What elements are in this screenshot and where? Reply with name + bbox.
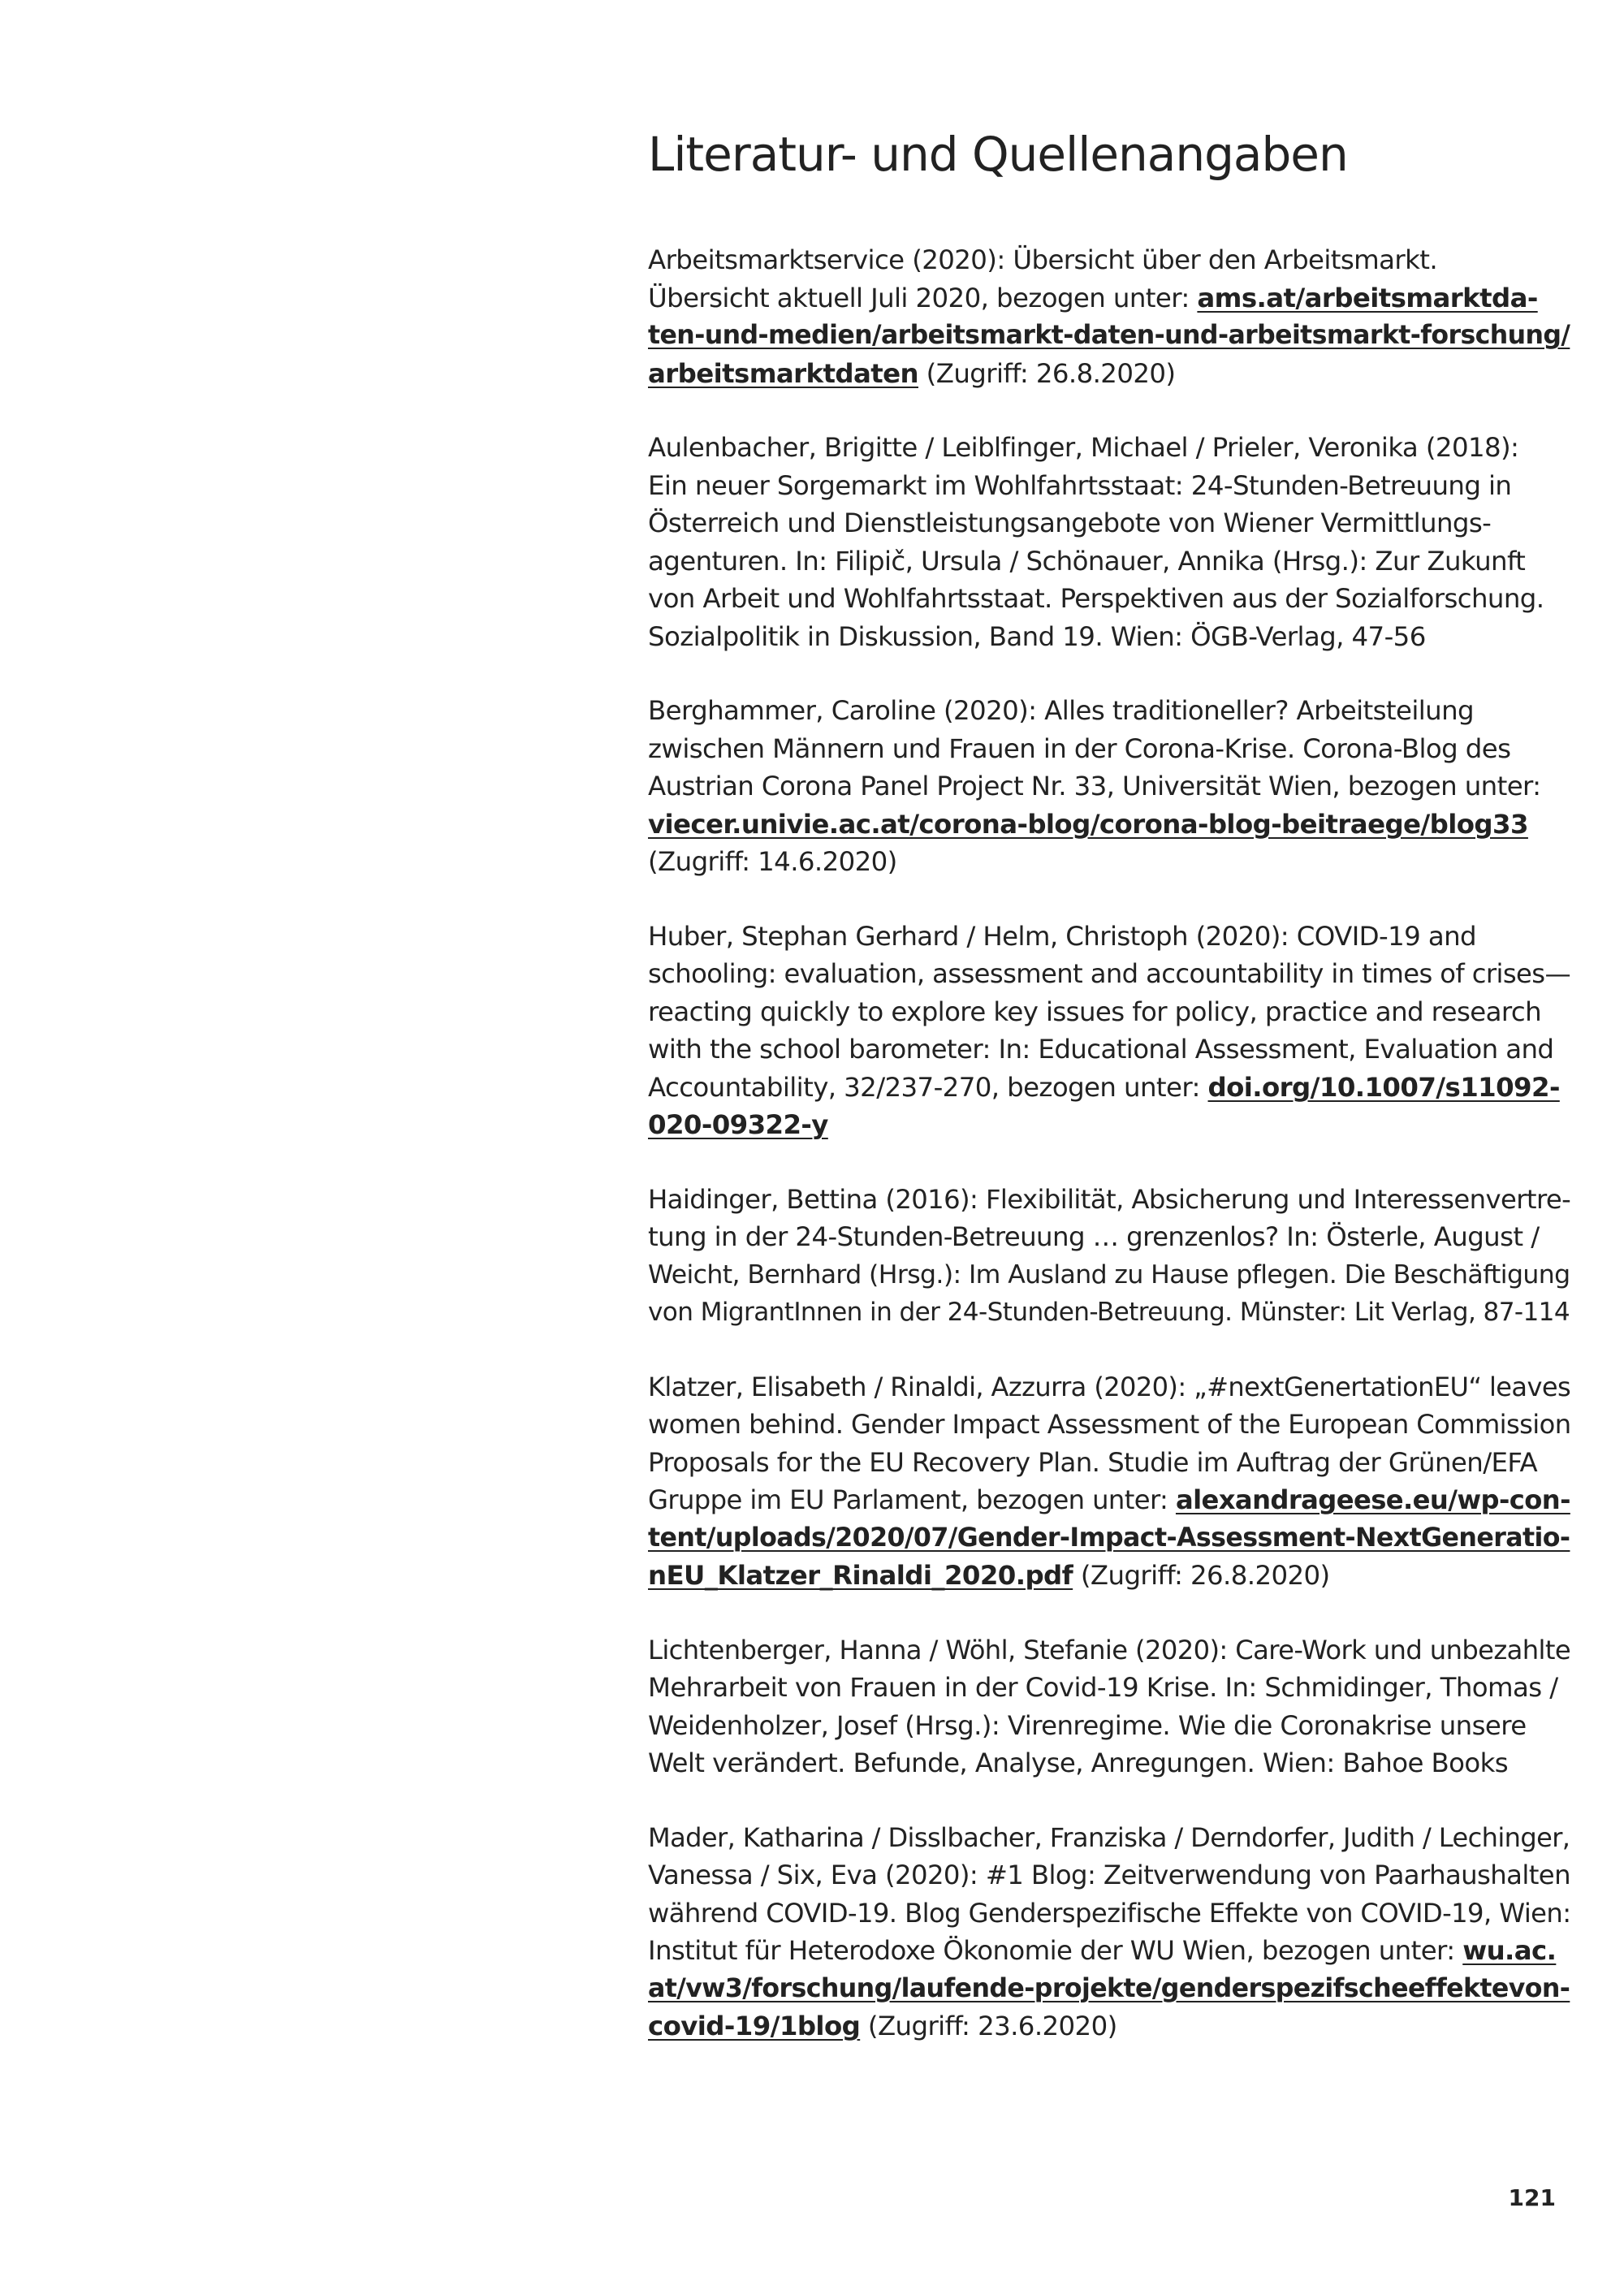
reference-text: Welt verändert. Befunde, Analyse, Anregungen. Wien: Bahoe Books — [648, 1747, 1509, 1778]
reference-line — [648, 1744, 1574, 1782]
reference-text: von Arbeit und Wohlfahrtsstaat. Perspektiven aus der Sozialforschung. — [648, 583, 1544, 614]
reference-text: women behind. Gender Impact Assessment of the European Commission — [648, 1409, 1571, 1440]
reference-line — [648, 1631, 1574, 1670]
reference-entry — [648, 241, 1574, 392]
reference-text: (Zugriff: 14.6.2020) — [648, 846, 897, 877]
reference-link[interactable]: ten-und-medien/arbeitsmarkt-daten-und-arbeitsmarkt-forschung/ — [648, 321, 1570, 350]
reference-access-date: (Zugriff: 26.8.2020) — [918, 357, 1176, 389]
reference-text: Berghammer, Caroline (2020): Alles traditioneller? Arbeitsteilung — [648, 695, 1475, 726]
reference-line — [648, 1181, 1574, 1219]
reference-entry — [648, 918, 1574, 1144]
reference-line — [648, 467, 1574, 505]
reference-line — [648, 918, 1574, 956]
reference-line — [648, 1218, 1574, 1256]
reference-line — [648, 1669, 1574, 1707]
reference-link[interactable]: at/vw3/forschung/laufende-projekte/genderspezifscheeffektevon- — [648, 1973, 1570, 2003]
reference-line — [648, 1069, 1574, 1107]
reference-line — [648, 504, 1574, 542]
reference-text: von MigrantInnen in der 24-Stunden-Betreuung. Münster: Lit Verlag, 87-114 — [648, 1298, 1570, 1327]
reference-link[interactable]: viecer.univie.ac.at/corona-blog/corona-blog-beitraege/blog33 — [648, 808, 1528, 840]
reference-text: Gruppe im EU Parlament, bezogen unter: — [648, 1484, 1176, 1515]
reference-entry — [648, 1631, 1574, 1782]
reference-text: Institut für Heterodoxe Ökonomie der WU Wien, bezogen unter: — [648, 1935, 1463, 1966]
reference-text: Ein neuer Sorgemarkt im Wohlfahrtsstaat: 24-Stunden-Betreuung in — [648, 469, 1512, 501]
reference-entry — [648, 1819, 1574, 2046]
reference-line — [648, 1970, 1574, 2008]
reference-line — [648, 429, 1574, 467]
reference-entry — [648, 1368, 1574, 1595]
reference-text: Huber, Stephan Gerhard / Helm, Christoph (2020): COVID-19 and — [648, 920, 1477, 952]
reference-line — [648, 1294, 1574, 1332]
reference-line — [648, 767, 1574, 806]
reference-access-date: (Zugriff: 23.6.2020) — [860, 2011, 1117, 2041]
reference-line — [648, 241, 1574, 279]
reference-line — [648, 618, 1574, 656]
reference-text: Lichtenberger, Hanna / Wöhl, Stefanie (2020): Care-Work und unbezahlte — [648, 1634, 1571, 1665]
reference-line — [648, 1707, 1574, 1745]
reference-text: Proposals for the EU Recovery Plan. Studie im Auftrag der Grünen/EFA — [648, 1446, 1538, 1478]
reference-link[interactable]: ams.at/arbeitsmarktda- — [1197, 282, 1538, 313]
reference-line — [648, 1819, 1574, 1857]
reference-text: with the school barometer: In: Educational Assessment, Evaluation and — [648, 1034, 1554, 1065]
reference-list — [648, 241, 1574, 2082]
reference-line — [648, 1894, 1574, 1933]
reference-text: Mader, Katharina / Disslbacher, Franziska / Derndorfer, Judith / Lechinger, — [648, 1821, 1570, 1853]
reference-line — [648, 355, 1574, 393]
reference-text: Mehrarbeit von Frauen in der Covid-19 Krise. In: Schmidinger, Thomas / — [648, 1672, 1558, 1703]
reference-line — [648, 1932, 1574, 1970]
reference-text: Österreich und Dienstleistungsangebote von Wiener Vermittlungs- — [648, 508, 1492, 538]
reference-entry — [648, 429, 1574, 655]
reference-line — [648, 843, 1574, 881]
reference-line — [648, 1368, 1574, 1406]
reference-line — [648, 1519, 1574, 1557]
reference-access-date: (Zugriff: 26.8.2020) — [1073, 1560, 1330, 1591]
reference-text: reacting quickly to explore key issues for policy, practice and research — [648, 996, 1542, 1027]
reference-line — [648, 730, 1574, 768]
reference-line — [648, 806, 1574, 844]
reference-line — [648, 1444, 1574, 1482]
reference-line — [648, 1030, 1574, 1069]
reference-text: Arbeitsmarktservice (2020): Übersicht über den Arbeitsmarkt. — [648, 244, 1438, 275]
reference-text: agenturen. In: Filipič, Ursula / Schönauer, Annika (Hrsg.): Zur Zukunft — [648, 545, 1526, 577]
reference-entry — [648, 692, 1574, 881]
reference-text: Übersicht aktuell Juli 2020, bezogen unter: — [648, 282, 1198, 313]
reference-link[interactable]: nEU_Klatzer_Rinaldi_2020.pdf — [648, 1560, 1073, 1591]
reference-text: Aulenbacher, Brigitte / Leiblfinger, Michael / Prieler, Veronika (2018): — [648, 432, 1519, 463]
reference-line — [648, 692, 1574, 730]
reference-link[interactable]: alexandrageese.eu/wp-con- — [1175, 1484, 1570, 1515]
reference-line — [648, 993, 1574, 1031]
reference-line — [648, 1406, 1574, 1444]
reference-text: schooling: evaluation, assessment and accountability in times of crises— — [648, 958, 1571, 989]
reference-text: Sozialpolitik in Diskussion, Band 19. Wien: ÖGB-Verlag, 47-56 — [648, 620, 1426, 652]
reference-link[interactable]: wu.ac. — [1462, 1935, 1557, 1966]
reference-line — [648, 1481, 1574, 1519]
reference-line — [648, 1256, 1574, 1294]
reference-text: Vanessa / Six, Eva (2020): #1 Blog: Zeitverwendung von Paarhaushalten — [648, 1860, 1570, 1890]
page-title: Literatur- und Quellenangaben — [648, 127, 1348, 182]
reference-line — [648, 279, 1574, 318]
reference-link[interactable]: 020-09322-y — [648, 1109, 828, 1140]
reference-line — [648, 1106, 1574, 1144]
page-number: 121 — [1508, 2184, 1556, 2211]
reference-line — [648, 317, 1574, 355]
reference-text: zwischen Männern und Frauen in der Corona-Krise. Corona-Blog des — [648, 732, 1511, 764]
reference-text: Accountability, 32/237-270, bezogen unter: — [648, 1071, 1208, 1103]
reference-text: während COVID-19. Blog Genderspezifische Effekte von COVID-19, Wien: — [648, 1897, 1571, 1929]
reference-line — [648, 580, 1574, 618]
reference-link[interactable]: doi.org/10.1007/s11092- — [1207, 1071, 1560, 1103]
reference-line — [648, 542, 1574, 581]
reference-line — [648, 1557, 1574, 1595]
reference-text: Austrian Corona Panel Project Nr. 33, Universität Wien, bezogen unter: — [648, 771, 1541, 801]
reference-text: Haidinger, Bettina (2016): Flexibilität, Absicherung und Interessenvertre- — [648, 1183, 1571, 1215]
reference-link[interactable]: arbeitsmarktdaten — [648, 357, 918, 389]
reference-link[interactable]: tent/uploads/2020/07/Gender-Impact-Assessment-NextGeneratio- — [648, 1523, 1570, 1553]
reference-text: Weicht, Bernhard (Hrsg.): Im Ausland zu Hause pflegen. Die Beschäftigung — [648, 1259, 1570, 1290]
reference-line — [648, 955, 1574, 993]
reference-entry — [648, 1181, 1574, 1332]
reference-text: tung in der 24-Stunden-Betreuung … grenzenlos? In: Österle, August / — [648, 1221, 1540, 1252]
reference-text: Klatzer, Elisabeth / Rinaldi, Azzurra (2020): „#nextGenertationEU“ leaves — [648, 1371, 1571, 1402]
reference-line — [648, 2007, 1574, 2046]
reference-text: Weidenholzer, Josef (Hrsg.): Virenregime. Wie die Coronakrise unsere — [648, 1709, 1527, 1741]
reference-link[interactable]: covid-19/1blog — [648, 2011, 861, 2041]
reference-line — [648, 1856, 1574, 1894]
